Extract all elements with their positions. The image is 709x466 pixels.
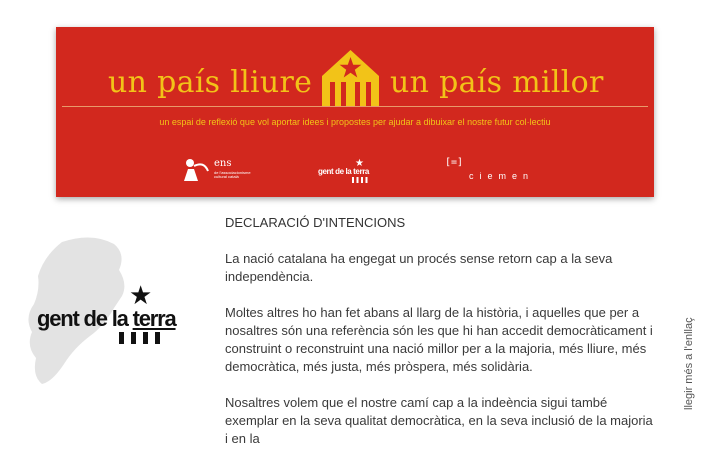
gent-de-la-terra-logo[interactable]: [37, 306, 176, 332]
article-paragraph: Moltes altres ho han fet abans al llarg de la història, i aquelles que per a nosaltres són una referència són les que hi han accedit democràticament i construint o reconstruint una nació millor per a la majoria, més lliure, més democràtica, més justa, més pròspera, més solidària.: [225, 305, 653, 374]
article-heading: DECLARACIÓ D'INTENCIONS: [225, 215, 406, 230]
ciemen-name: ciemen: [469, 171, 535, 181]
article-paragraph: La nació catalana ha engegat un procés sense retorn cap a la seva independència.: [225, 251, 613, 284]
gent-de-la-terra-small-logo[interactable]: [318, 160, 370, 186]
ens-subtitle: de l'associacionisme cultural català: [214, 170, 251, 179]
article: [225, 214, 657, 466]
logo-text-a: gent de la: [37, 306, 133, 331]
senyera-emblem-icon: [320, 48, 381, 107]
star-icon: ★: [355, 158, 364, 169]
ens-figure-icon: [182, 157, 210, 183]
gdt-small-text: gent de la terra: [318, 167, 369, 176]
ens-name: ens: [214, 158, 232, 169]
ciemen-mark: [=]: [445, 157, 464, 168]
article-paragraph: Nosaltres volem que el nostre camí cap a la indeència sigui també exemplar en la seva qualitat democràtica, en la seva inclusió de la majoria i en la: [225, 395, 653, 446]
ens-logo[interactable]: [182, 157, 260, 183]
read-more-link[interactable]: llegir més a l'enllaç: [683, 317, 695, 410]
banner-tagline: un espai de reflexió que vol aportar idees i propostes per ajudar a dibuixar el nostre futur col·lectiu: [159, 117, 551, 127]
logo-text-b: terra: [132, 306, 176, 331]
header-banner: [56, 27, 654, 197]
ciemen-logo[interactable]: [445, 157, 545, 183]
headline-right: un país millor: [390, 65, 604, 100]
bars-icon: [352, 177, 368, 183]
bars-icon: [119, 332, 161, 344]
headline-left: un país lliure: [108, 65, 313, 100]
star-icon: ★: [129, 280, 153, 310]
banner-divider: [62, 106, 648, 107]
